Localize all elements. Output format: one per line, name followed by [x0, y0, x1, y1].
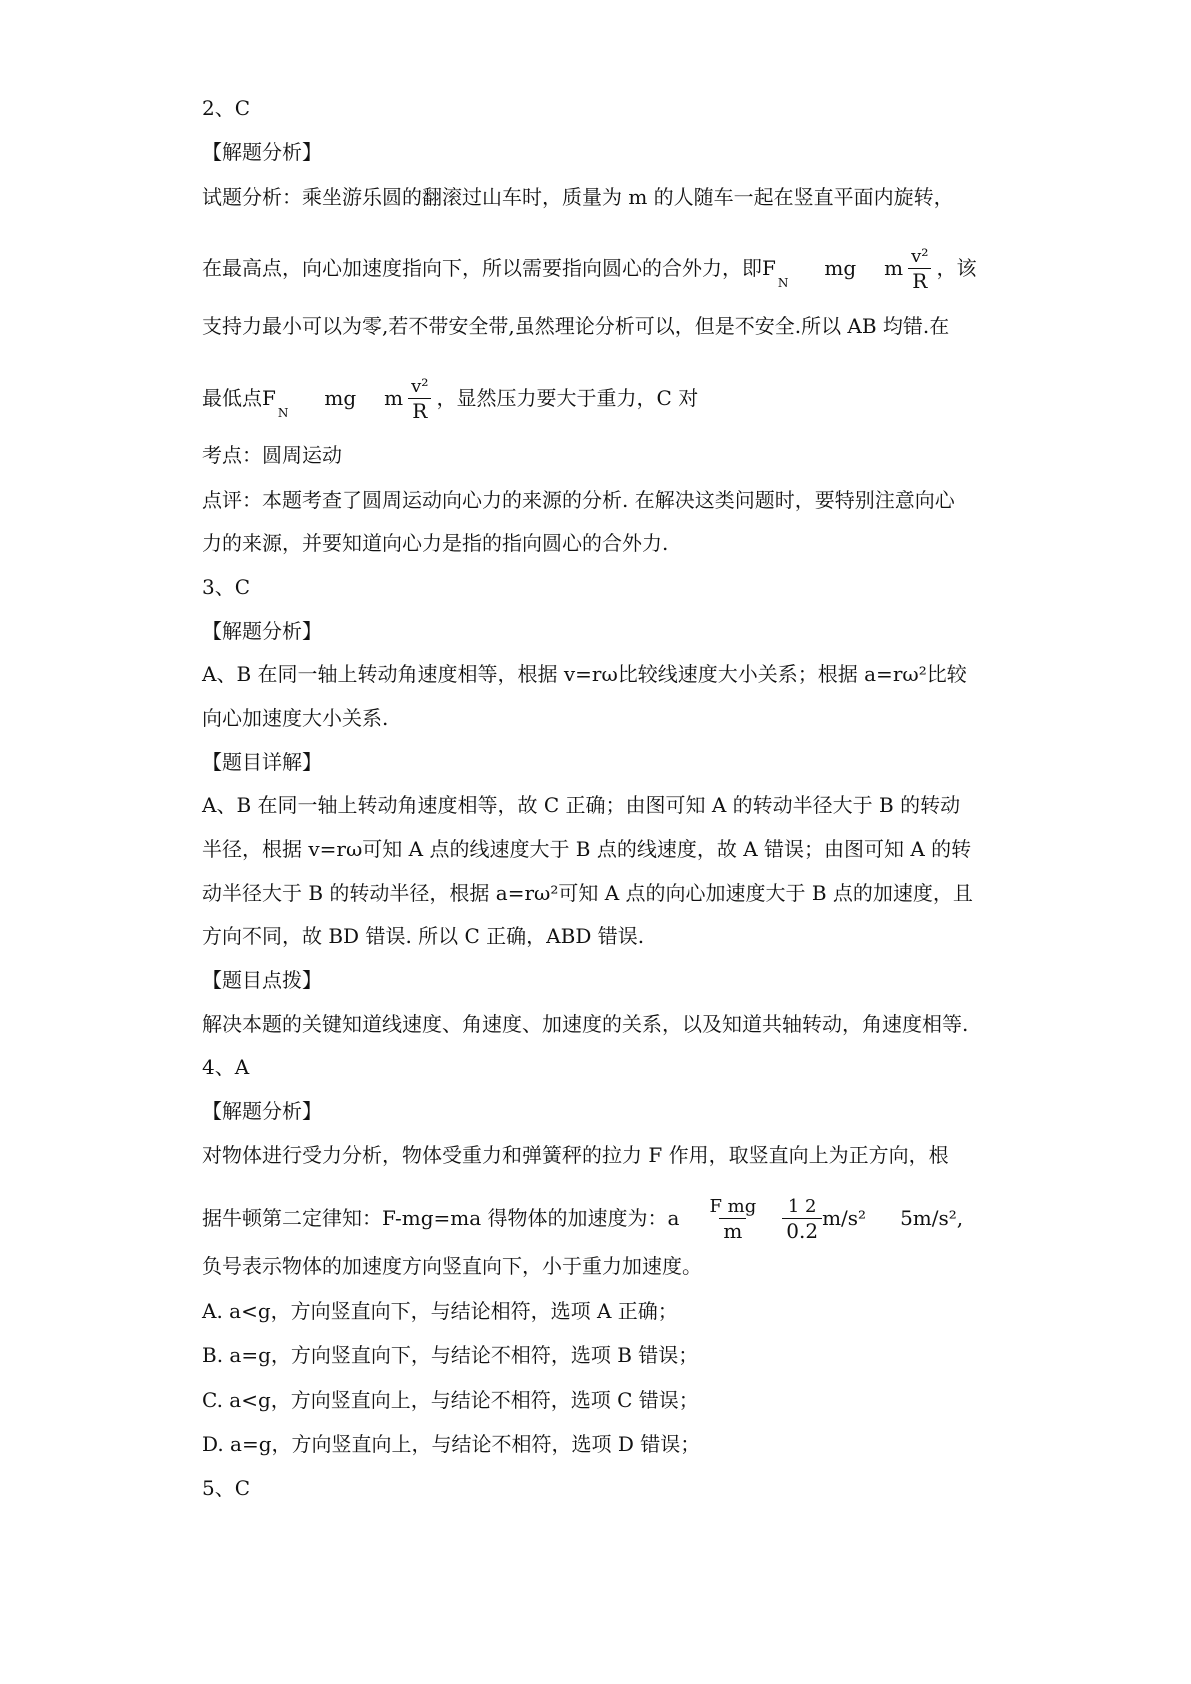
q2-p2-text: 在最高点，向心加速度指向下，所以需要指向圆心的合外力，即	[202, 256, 762, 280]
formula-unit: m/s²	[822, 1206, 867, 1230]
q4-option-c: C. a<g，方向竖直向上，与结论不相符，选项 C 错误；	[202, 1388, 699, 1412]
q2-heading: 2、C	[202, 96, 251, 120]
q3-detail-4: 方向不同，故 BD 错误. 所以 C 正确，ABD 错误.	[202, 924, 645, 948]
formula-f-mg-over-m: $\frac{\text{F mg}}{m}$	[709, 1196, 757, 1243]
q2-paragraph-1: 试题分析：乘坐游乐圆的翻滚过山车时，质量为 m 的人随车一起在竖直平面内旋转，	[202, 185, 954, 209]
q3-analysis-1: A、B 在同一轴上转动角速度相等，根据 v=rω比较线速度大小关系；根据 a=rω²比较	[202, 662, 967, 686]
q2-paragraph-2	[202, 246, 977, 293]
q2-paragraph-3: 支持力最小可以为零,若不带安全带,虽然理论分析可以，但是不安全.所以 AB 均错.在	[202, 314, 950, 338]
q4-paragraph-3: 负号表示物体的加速度方向竖直向下，小于重力加速度。	[202, 1254, 702, 1278]
q3-analysis-2: 向心加速度大小关系.	[202, 706, 389, 730]
q3-detail-2: 半径，根据 v=rω可知 A 点的线速度大于 B 点的线速度，故 A 错误；由图可知 A 的转	[202, 837, 972, 861]
q3-section-analysis: 【解题分析】	[202, 619, 322, 643]
q4-paragraph-1: 对物体进行受力分析，物体受重力和弹簧秤的拉力 F 作用，取竖直向上为正方向，根	[202, 1143, 949, 1167]
q3-tip-1: 解决本题的关键知道线速度、角速度、加速度的关系，以及知道共轴转动，角速度相等.	[202, 1012, 969, 1036]
q2-paragraph-4	[202, 376, 698, 423]
q3-section-tip: 【题目点拨】	[202, 968, 322, 992]
q5-heading: 5、C	[202, 1476, 251, 1500]
formula-mg: mg	[824, 256, 857, 280]
q4-p2-text: 据牛顿第二定律知：F-mg=ma 得物体的加速度为：	[202, 1206, 668, 1230]
formula-m-2: m	[384, 386, 404, 410]
q4-heading: 4、A	[202, 1055, 250, 1079]
formula-v2-over-r: $\frac{\text{v²}}{R}$	[907, 246, 932, 293]
q4-option-a: A. a<g，方向竖直向下，与结论相符，选项 A 正确；	[202, 1299, 678, 1323]
q4-option-d: D. a=g，方向竖直向上，与结论不相符，选项 D 错误；	[202, 1432, 701, 1456]
formula-fn-2: $F_N$	[262, 386, 289, 420]
q2-dianping-2: 力的来源，并要知道向心力是指的指向圆心的合外力.	[202, 531, 669, 555]
q3-detail-1: A、B 在同一轴上转动角速度相等，故 C 正确；由图可知 A 的转动半径大于 B 的转动	[202, 793, 961, 817]
formula-mg-2: mg	[324, 386, 357, 410]
q2-p4-text: 最低点	[202, 386, 262, 410]
q4-option-b: B. a=g，方向竖直向下，与结论不相符，选项 B 错误；	[202, 1343, 699, 1367]
q3-detail-3: 动半径大于 B 的转动半径，根据 a=rω²可知 A 点的向心加速度大于 B 点的加速度，且	[202, 881, 973, 905]
q2-p4-tail: ，显然压力要大于重力，C 对	[436, 386, 699, 410]
q3-section-detail: 【题目详解】	[202, 750, 322, 774]
formula-value: 5m/s²	[900, 1206, 957, 1230]
formula-a: a	[667, 1206, 680, 1230]
formula-m: m	[884, 256, 904, 280]
formula-v2-over-r-2: $\frac{\text{v²}}{R}$	[407, 376, 432, 423]
formula-1-2-over-0-2: $\frac{1 2}{0.2}$	[782, 1196, 822, 1243]
formula-fn: $F_N$	[762, 256, 789, 290]
q4-p2-tail: ,	[956, 1206, 964, 1230]
q2-p2-tail: ，该	[936, 256, 977, 280]
q4-paragraph-2	[202, 1196, 963, 1243]
q2-section-analysis: 【解题分析】	[202, 140, 322, 164]
q4-section-analysis: 【解题分析】	[202, 1099, 322, 1123]
q2-kaodian: 考点：圆周运动	[202, 443, 342, 467]
q2-dianping-1: 点评：本题考查了圆周运动向心力的来源的分析. 在解决这类问题时，要特别注意向心	[202, 488, 955, 512]
q3-heading: 3、C	[202, 575, 251, 599]
